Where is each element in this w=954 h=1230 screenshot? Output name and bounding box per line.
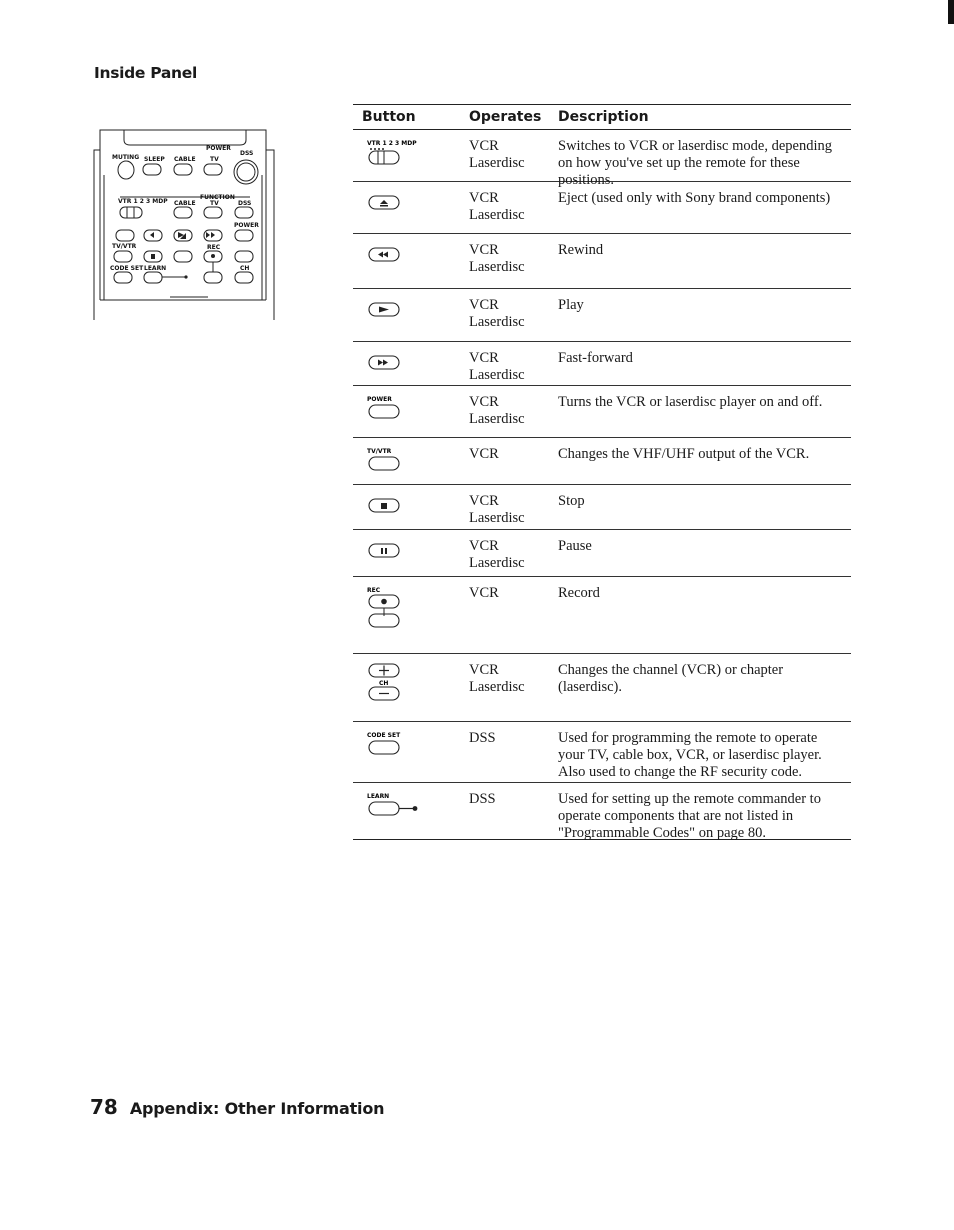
operates-cell	[466, 791, 553, 839]
operates-item: Laserdisc	[469, 411, 525, 427]
table-row	[353, 234, 851, 289]
button-reference-table	[353, 104, 851, 840]
operates-cell	[466, 297, 553, 341]
panel-power-label: POWER	[206, 145, 231, 152]
operates-item: VCR	[469, 493, 499, 509]
button-label: CODE SET	[367, 732, 401, 739]
operates-cell	[466, 138, 553, 181]
operates-item: Laserdisc	[469, 207, 525, 223]
header-operates: Operates	[469, 109, 542, 125]
operates-item: Laserdisc	[469, 555, 525, 571]
operates-item: VCR	[469, 297, 499, 313]
operates-item: VCR	[469, 242, 499, 258]
button-cell	[353, 242, 466, 288]
panel-power-label-2: POWER	[234, 222, 259, 229]
operates-cell	[466, 585, 553, 653]
button-label: POWER	[367, 396, 392, 403]
button-label: VTR 1 2 3 MDP	[367, 140, 417, 147]
operates-item: Laserdisc	[469, 155, 525, 171]
description-cell: Changes the channel (VCR) or chapter (laserdisc).	[558, 662, 784, 695]
description-cell: Used for programming the remote to operate your TV, cable box, VCR, or laserdisc player. Also used to change the RF security code.	[558, 730, 822, 780]
table-row	[353, 485, 851, 530]
panel-vtr-label: VTR 1 2 3 MDP	[118, 198, 168, 205]
header-button: Button	[362, 109, 416, 125]
operates-cell	[466, 493, 553, 529]
description-cell: Play	[558, 297, 584, 313]
operates-cell	[466, 394, 553, 437]
table-body	[353, 130, 851, 840]
rewind-button-icon	[365, 242, 425, 270]
description-cell: Fast-forward	[558, 350, 633, 366]
operates-cell	[466, 350, 553, 385]
footer-title: Appendix: Other Information	[129, 1099, 385, 1118]
table-row	[353, 783, 851, 840]
button-cell	[353, 138, 466, 181]
table-row	[353, 342, 851, 386]
eject-button-icon	[365, 190, 425, 218]
button-cell	[353, 493, 466, 529]
button-cell	[353, 662, 466, 721]
operates-item: VCR	[469, 585, 499, 601]
table-header	[353, 104, 851, 130]
vtr-mode-button-icon	[365, 138, 425, 166]
panel-cable-label: CABLE	[174, 156, 196, 163]
panel-sleep-label: SLEEP	[144, 156, 165, 163]
panel-dss-label: DSS	[240, 150, 254, 157]
panel-rec-label: REC	[207, 244, 221, 251]
button-label: REC	[367, 587, 381, 594]
remote-inside-panel-illustration	[90, 125, 280, 320]
table-row	[353, 130, 851, 188]
pause-button-icon	[365, 538, 425, 566]
page-edge-mark	[948, 0, 954, 24]
button-cell	[353, 297, 466, 341]
panel-dss-label-2: DSS	[238, 200, 252, 207]
button-cell	[353, 791, 466, 839]
button-label: LEARN	[367, 793, 390, 800]
button-cell	[353, 350, 466, 385]
remote-panel-drawing	[90, 125, 280, 320]
panel-tv-label-2: TV	[210, 200, 219, 207]
table-row	[353, 438, 851, 485]
operates-item: VCR	[469, 538, 499, 554]
operates-item: VCR	[469, 446, 499, 462]
operates-cell	[466, 446, 553, 484]
table-row	[353, 182, 851, 234]
button-cell	[353, 538, 466, 576]
channel-button-icon	[365, 662, 425, 702]
operates-cell	[466, 662, 553, 721]
table-row	[353, 289, 851, 342]
button-cell	[353, 730, 466, 782]
operates-item: DSS	[469, 791, 496, 807]
stop-button-icon	[365, 493, 425, 521]
description-cell: Record	[558, 585, 600, 601]
play-button-icon	[365, 297, 425, 325]
panel-muting-label: MUTING	[112, 154, 140, 161]
ch-label: CH	[379, 680, 389, 687]
operates-item: Laserdisc	[469, 259, 525, 275]
panel-tvvtr-label: TV/VTR	[112, 243, 137, 250]
table-row	[353, 654, 851, 722]
button-cell	[353, 446, 466, 484]
panel-tv-label: TV	[210, 156, 219, 163]
description-cell: Switches to VCR or laserdisc mode, depending on how you've set up the remote for these positions.	[558, 138, 832, 188]
table-row	[353, 722, 851, 783]
button-cell	[353, 585, 466, 653]
operates-item: VCR	[469, 138, 499, 154]
page-number: 78	[90, 1095, 118, 1119]
operates-cell	[466, 730, 553, 782]
fast-forward-button-icon	[365, 350, 425, 378]
panel-function-label: FUNCTION	[200, 194, 235, 201]
description-cell: Turns the VCR or laserdisc player on and off.	[558, 394, 823, 410]
description-cell: Stop	[558, 493, 585, 509]
description-cell: Used for setting up the remote commander to operate components that are not listed in "Programmable Codes" on page 80.	[558, 791, 821, 841]
panel-codeset-label: CODE SET	[110, 265, 144, 272]
header-description: Description	[558, 109, 649, 125]
page-footer	[90, 1095, 384, 1119]
tv-vtr-button-icon	[365, 446, 425, 474]
description-cell: Pause	[558, 538, 592, 554]
section-title: Inside Panel	[94, 64, 198, 82]
operates-item: Laserdisc	[469, 510, 525, 526]
record-button-icon	[365, 585, 425, 629]
button-cell	[353, 394, 466, 437]
operates-item: VCR	[469, 662, 499, 678]
operates-item: VCR	[469, 190, 499, 206]
operates-item: DSS	[469, 730, 496, 746]
table-row	[353, 530, 851, 577]
table-row	[353, 386, 851, 438]
code-set-button-icon	[365, 730, 425, 758]
description-cell: Rewind	[558, 242, 604, 258]
button-label: TV/VTR	[367, 448, 392, 455]
operates-item: Laserdisc	[469, 367, 525, 383]
panel-ch-label: CH	[240, 265, 250, 272]
button-cell	[353, 190, 466, 233]
panel-learn-label: LEARN	[144, 265, 167, 272]
operates-item: Laserdisc	[469, 679, 525, 695]
description-cell: Eject (used only with Sony brand components)	[558, 190, 831, 206]
operates-cell	[466, 538, 553, 576]
operates-cell	[466, 242, 553, 288]
table-row	[353, 577, 851, 654]
operates-item: Laserdisc	[469, 314, 525, 330]
power-button-icon	[365, 394, 425, 422]
description-cell: Changes the VHF/UHF output of the VCR.	[558, 446, 810, 462]
operates-cell	[466, 190, 553, 233]
learn-button-icon	[365, 791, 425, 819]
panel-cable-label-2: CABLE	[174, 200, 196, 207]
operates-item: VCR	[469, 350, 499, 366]
operates-item: VCR	[469, 394, 499, 410]
